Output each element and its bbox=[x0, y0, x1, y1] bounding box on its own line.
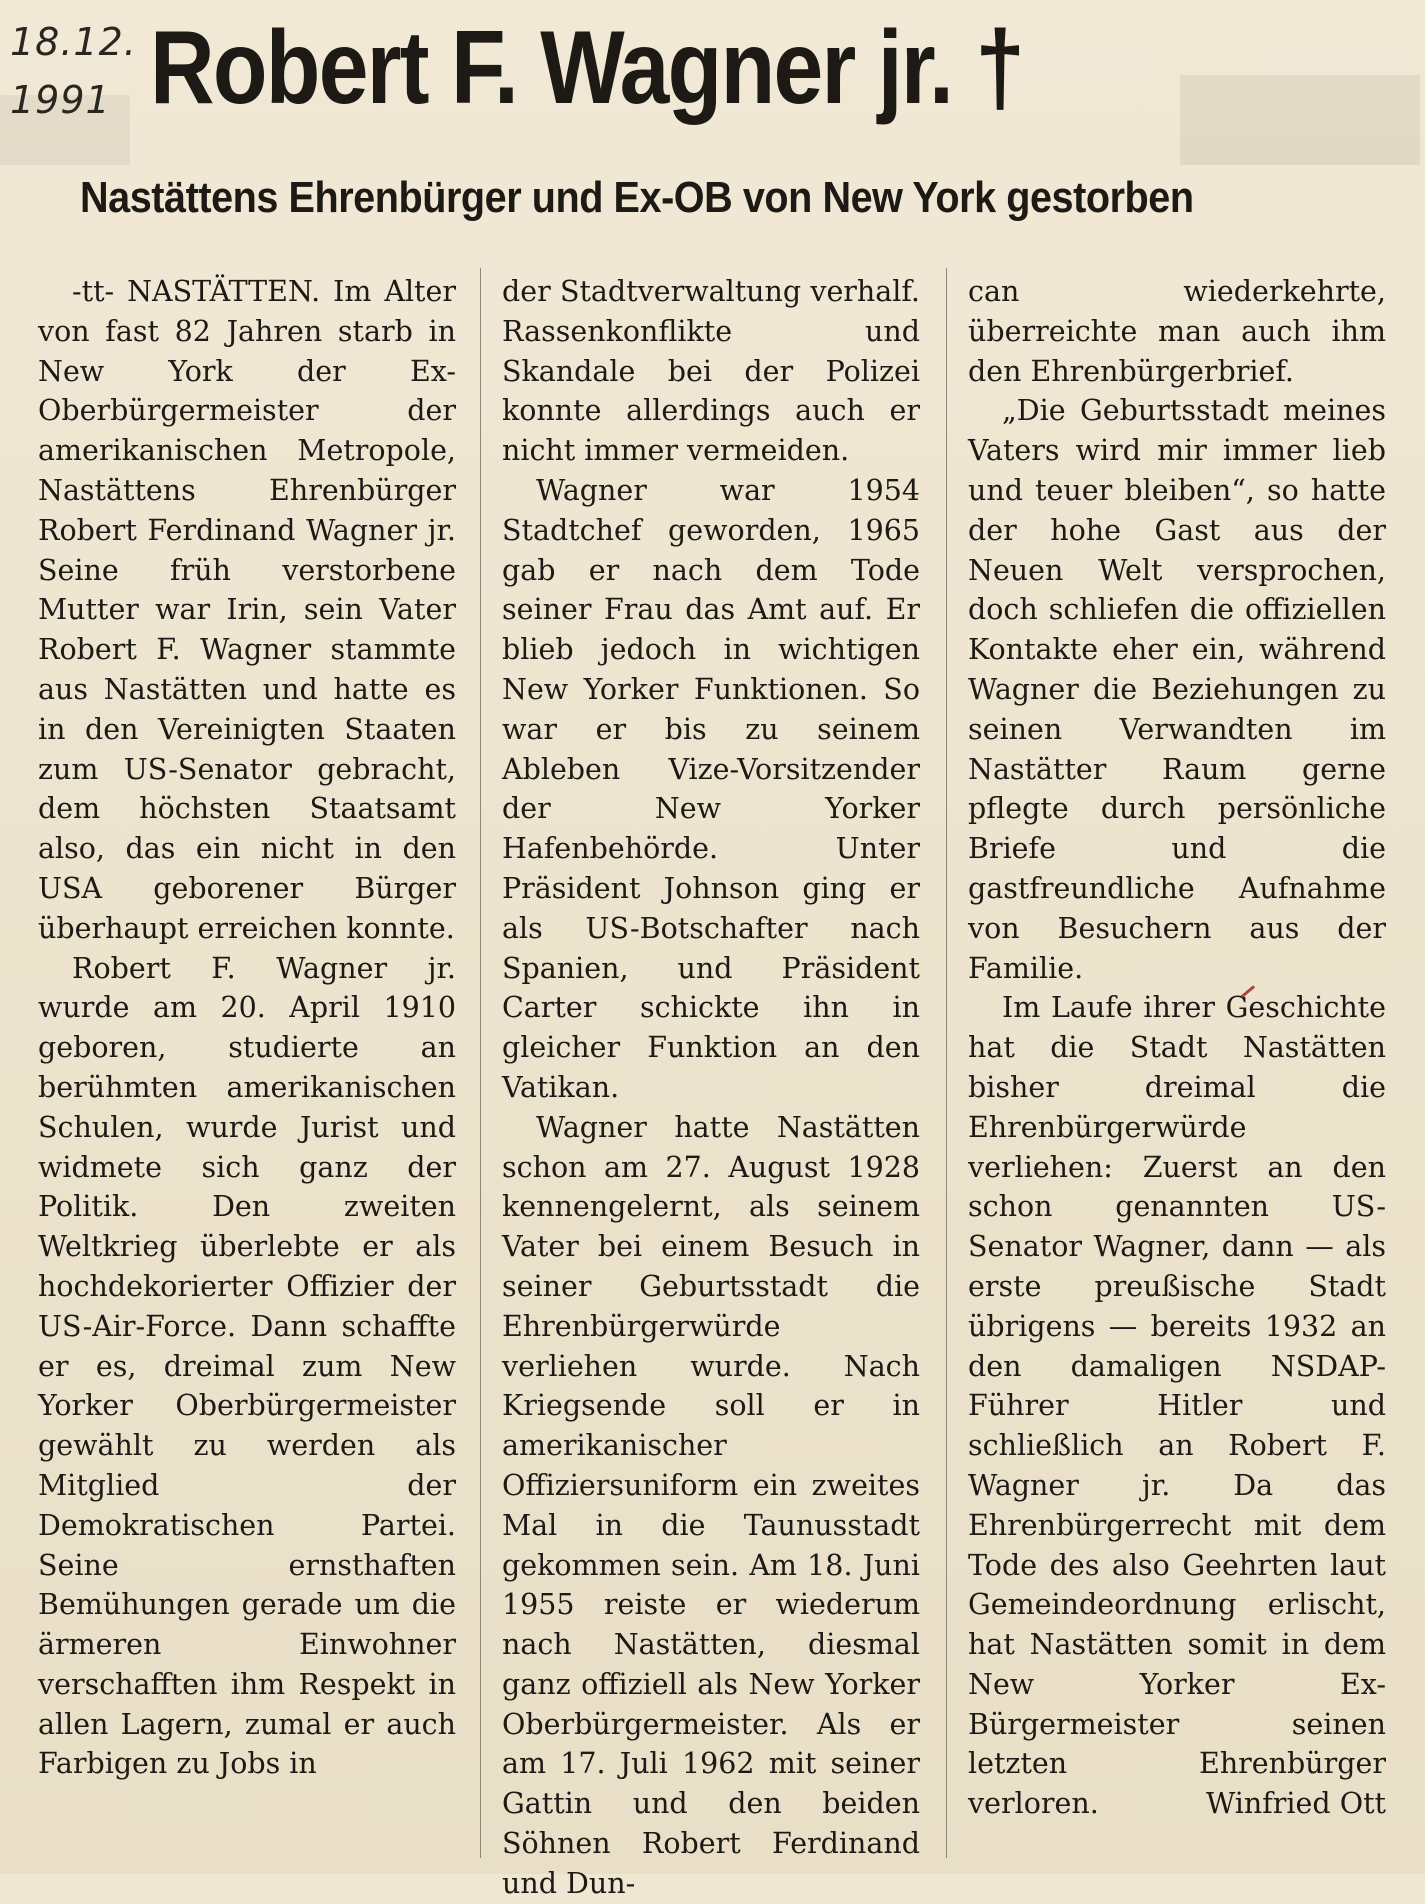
paragraph: Wagner hatte Nastätten schon am 27. August 1928 kennengelernt, als seinem Vater bei einem Besuch in seiner Geburtsstadt die Ehrenbürgerwürde verliehen wurde. Nach Kriegsende soll er in amerikanischer Offiziersuniform ein zweites Mal in die Taunusstadt gekommen sein. Am 18. Juni 1955 reiste er wiederum nach Nastätten, diesmal ganz offiziell als New Yorker Oberbürgermeister. Als er am 17. Juli 1962 mit seiner Gattin und den beiden Söhnen Robert Ferdinand und Dun- bbox=[502, 1110, 920, 1900]
column-divider bbox=[480, 268, 481, 1858]
handwritten-date-line1: 18.12. bbox=[10, 20, 137, 64]
article-column-2 bbox=[502, 272, 920, 1904]
column-divider bbox=[946, 268, 947, 1858]
paragraph: -tt- NASTÄTTEN. Im Alter von fast 82 Jahren starb in New York der Ex-Oberbürgermeister der amerikanischen Metropole, Nastättens Ehrenbürger Robert Ferdinand Wagner jr. Seine früh verstorbene Mutter war Irin, sein Vater Robert F. Wagner stammte aus Nastätten und hatte es in den Vereinigten Staaten zum US-Senator gebracht, dem höchsten Staatsamt also, das ein nicht in den USA geborener Bürger überhaupt erreichen konnte. bbox=[38, 275, 456, 945]
paragraph: „Die Geburtsstadt meines Vaters wird mir immer lieb und teuer bleiben“, so hatte der hohe Gast aus der Neuen Welt versprochen, doch schliefen die offiziellen Kontakte eher ein, während Wagner die Beziehungen zu seinen Verwandten im Nastätter Raum gerne pflegte durch persönliche Briefe und die gastfreundliche Aufnahme von Besuchern aus der Familie. bbox=[968, 394, 1386, 985]
article-column-3 bbox=[968, 272, 1386, 1824]
paragraph: Wagner war 1954 Stadtchef geworden, 1965 gab er nach dem Tode seiner Frau das Amt auf. Er blieb jedoch in wichtigen New Yorker Funktionen. So war er bis zu seinem Ableben Vize-Vorsitzender der New Yorker Hafenbehörde. Unter Präsident Johnson ging er als US-Botschafter nach Spanien, und Präsident Carter schickte ihn in gleicher Funktion an den Vatikan. bbox=[502, 473, 920, 1104]
author-byline: Winfried Ott bbox=[1206, 1787, 1386, 1821]
bleed-through-text bbox=[1180, 75, 1420, 165]
paragraph-text: Im Laufe ihrer Geschichte hat die Stadt Nastätten bisher dreimal die Ehrenbürgerwürde verliehen: Zuerst an den schon genannten US-Senator Wagner, dann — als erste preußische Stadt übrigens — bereits 1932 an den damaligen NSDAP-Führer Hitler und schließlich an Robert F. Wagner jr. Da das Ehrenbürgerrecht mit dem Tode des also Geehrten laut Gemeindeordnung erlischt, hat Nastätten somit in dem New Yorker Ex-Bürgermeister seinen letzten Ehrenbürger verloren. bbox=[968, 991, 1386, 1821]
article-column-1 bbox=[38, 272, 456, 1784]
handwritten-date-line2: 1991 bbox=[10, 78, 111, 122]
paragraph: can wiederkehrte, überreichte man auch ihm den Ehrenbürgerbrief. bbox=[968, 275, 1386, 388]
paragraph: der Stadtverwaltung verhalf. Rassenkonflikte und Skandale bei der Polizei konnte allerdings auch er nicht immer vermeiden. bbox=[502, 275, 920, 468]
headline: Robert F. Wagner jr. † bbox=[150, 10, 1024, 126]
paragraph bbox=[968, 988, 1386, 1824]
subheadline: Nastättens Ehrenbürger und Ex-OB von New York gestorben bbox=[80, 173, 1194, 222]
paragraph: Robert F. Wagner jr. wurde am 20. April 1910 geboren, studierte an berühmten amerikanischen Schulen, wurde Jurist und widmete sich ganz der Politik. Den zweiten Weltkrieg überlebte er als hochdekorierter Offizier der US-Air-Force. Dann schaffte er es, dreimal zum New Yorker Oberbürgermeister gewählt zu werden als Mitglied der Demokratischen Partei. Seine ernsthaften Bemühungen gerade um die ärmeren Einwohner verschafften ihm Respekt in allen Lagern, zumal er auch Farbigen zu Jobs in bbox=[38, 951, 456, 1781]
